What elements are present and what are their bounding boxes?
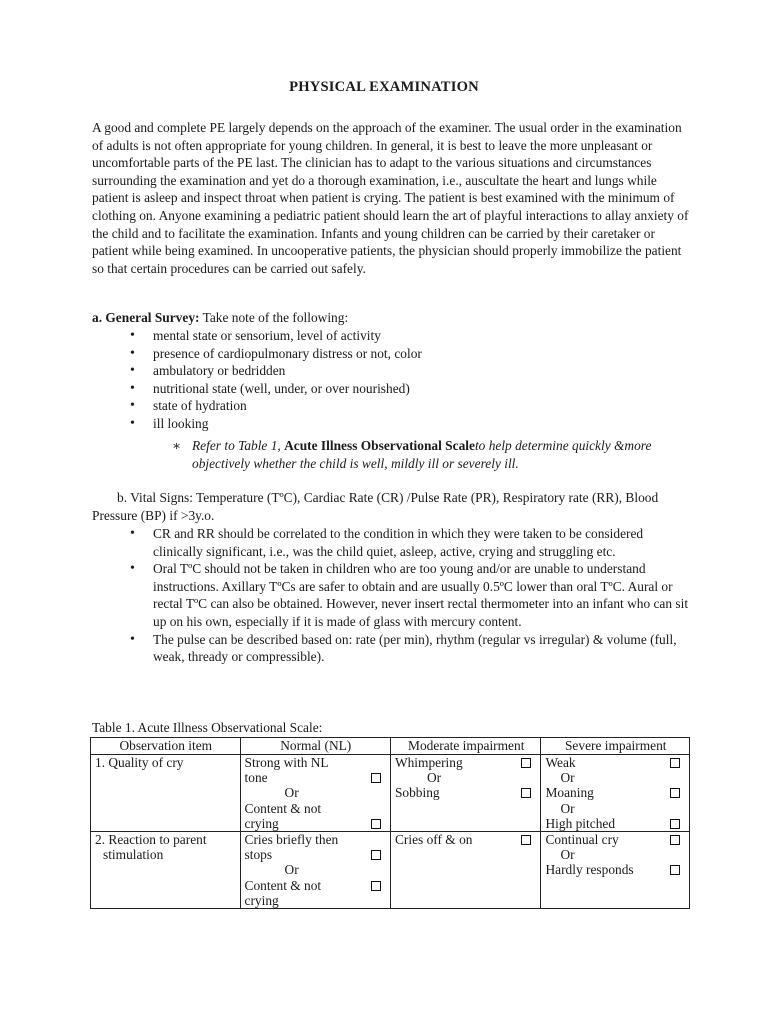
- cell-text: crying: [244, 815, 279, 831]
- cell-text: Hardly responds: [545, 862, 634, 878]
- cell-option-line: [545, 862, 686, 877]
- list-item: • ambulatory or bedridden: [92, 362, 690, 380]
- cell-option-line: [395, 832, 538, 847]
- checkbox[interactable]: [521, 835, 531, 845]
- cell-text: Or: [560, 800, 575, 816]
- checkbox[interactable]: [371, 881, 381, 891]
- list-item: • presence of cardiopulmonary distress or not, color: [92, 345, 690, 363]
- list-item: • ill looking: [92, 415, 690, 433]
- checkbox[interactable]: [521, 788, 531, 798]
- asterisk-icon: ∗: [172, 438, 182, 453]
- checkbox[interactable]: [670, 819, 680, 829]
- table-header-row: [91, 738, 690, 755]
- checkbox[interactable]: [670, 788, 680, 798]
- cell-text: Moaning: [545, 785, 594, 801]
- checkbox[interactable]: [521, 758, 531, 768]
- general-survey-label: a. General Survey:: [92, 310, 200, 325]
- list-item: • The pulse can be described based on: rate (per min), rhythm (regular vs irregular) & volume (full, weak, thready or compressible).: [92, 631, 690, 666]
- checkbox[interactable]: [670, 758, 680, 768]
- cell-item: [91, 755, 241, 832]
- cell-text: stops: [244, 847, 273, 863]
- cell-text: Continual cry: [545, 832, 619, 848]
- cell-severe: [541, 832, 690, 909]
- cell-normal: [240, 832, 390, 909]
- header-normal: Normal (NL): [240, 738, 390, 755]
- list-item: • mental state or sensorium, level of activity: [92, 327, 690, 345]
- cell-option-line: [545, 832, 686, 847]
- cell-text: Or: [560, 770, 575, 786]
- table-row: [91, 755, 690, 832]
- cell-moderate: [390, 832, 541, 909]
- cell-option-line: [395, 785, 538, 800]
- cell-text: Strong with NL: [244, 755, 329, 770]
- observational-scale-table: [90, 737, 690, 909]
- header-observation-item: Observation item: [91, 738, 241, 755]
- list-item: • Oral TºC should not be taken in children who are too young and/or are unable to understand instructions. Axillary TºCs are safer to obtain and are usually 0.5ºC lower than oral TºC. Aural or rectal TºC can also be obtained. However, never insert rectal thermometer into an infant who can sit up on his own, especially if it is made of glass with mercury content.: [92, 560, 690, 630]
- checkbox[interactable]: [371, 850, 381, 860]
- checkbox[interactable]: [670, 835, 680, 845]
- note-pre: Refer to Table 1,: [192, 438, 285, 453]
- cell-text: 2. Reaction to parent: [95, 832, 207, 848]
- vital-signs-heading: b. Vital Signs: Temperature (TºC), Cardiac Rate (CR) /Pulse Rate (PR), Respiratory rate (RR), Blood Pressure (BP) if >3y.o.: [92, 490, 659, 523]
- general-survey-lead: Take note of the following:: [199, 310, 349, 325]
- cell-text: stimulation: [103, 847, 164, 863]
- cell-text: Weak: [545, 755, 576, 770]
- cell-option-line: [545, 785, 686, 800]
- cell-moderate: [390, 755, 541, 832]
- general-survey-heading: [92, 309, 348, 327]
- header-moderate: Moderate impairment: [390, 738, 541, 755]
- table-row: [91, 832, 690, 909]
- checkbox[interactable]: [371, 773, 381, 783]
- table-reference-note: [172, 437, 692, 472]
- cell-option-line: [545, 816, 686, 831]
- cell-text: 1. Quality of cry: [95, 755, 184, 770]
- cell-option-line: [395, 755, 538, 770]
- intro-paragraph: A good and complete PE largely depends on the approach of the examiner. The usual order in the examination of adults is not often appropriate for young children. In general, it is best to leave the more unpleasant or uncomfortable parts of the PE last. The clinician has to adapt to the various situations and circumstances surrounding the examination and yet do a thorough examination, i.e., auscultate the heart and lungs while patient is asleep and inspect throat when patient is crying. The patient is best examined with the minimum of clothing on. Anyone examining a pediatric patient should learn the art of playful interactions to allay anxiety of the child and to facilitate the examination. Infants and young children can be carried by their caretaker or patient while being examined. In uncooperative patients, the physician should properly immobilize the patient so that certain procedures can be carried out safely.: [92, 120, 689, 276]
- cell-text: Or: [560, 847, 575, 863]
- vital-signs-list: [92, 525, 690, 666]
- cell-option-line: [245, 878, 387, 893]
- cell-text: High pitched: [545, 815, 616, 831]
- note-scale-name: Acute Illness Observational Scale: [284, 438, 475, 453]
- table-caption: Table 1. Acute Illness Observational Scale:: [92, 720, 323, 735]
- list-item: • CR and RR should be correlated to the condition in which they were taken to be considered clinically significant, i.e., was the child quiet, asleep, active, crying and struggling etc.: [92, 525, 690, 560]
- cell-text: Cries off & on: [394, 832, 473, 848]
- cell-option-line: [545, 755, 686, 770]
- general-survey-list: [92, 327, 690, 433]
- cell-item: [91, 832, 241, 909]
- cell-option-line: [245, 847, 387, 862]
- cell-option-line: [245, 816, 387, 831]
- list-item: • state of hydration: [92, 397, 690, 415]
- cell-severe: [541, 755, 690, 832]
- cell-text: Content & not: [244, 800, 322, 816]
- checkbox[interactable]: [670, 865, 680, 875]
- note-post: to help determine quickly &more objectively whether the child is well, mildly ill or severely ill.: [192, 438, 652, 471]
- cell-text: Or: [284, 785, 299, 801]
- cell-text: tone: [244, 770, 268, 786]
- header-severe: Severe impairment: [541, 738, 690, 755]
- cell-text: Content & not: [244, 877, 322, 893]
- checkbox[interactable]: [371, 819, 381, 829]
- cell-text: Or: [284, 862, 299, 878]
- cell-text: Cries briefly then: [244, 832, 339, 848]
- cell-text: crying: [244, 892, 279, 908]
- page-title: PHYSICAL EXAMINATION: [289, 79, 479, 95]
- list-item: • nutritional state (well, under, or over nourished): [92, 380, 690, 398]
- cell-option-line: [245, 770, 387, 785]
- cell-text: Whimpering: [394, 755, 463, 770]
- cell-normal: [240, 755, 390, 832]
- cell-text: Or: [426, 770, 442, 786]
- cell-text: Sobbing: [394, 785, 440, 801]
- note-text: [172, 437, 692, 472]
